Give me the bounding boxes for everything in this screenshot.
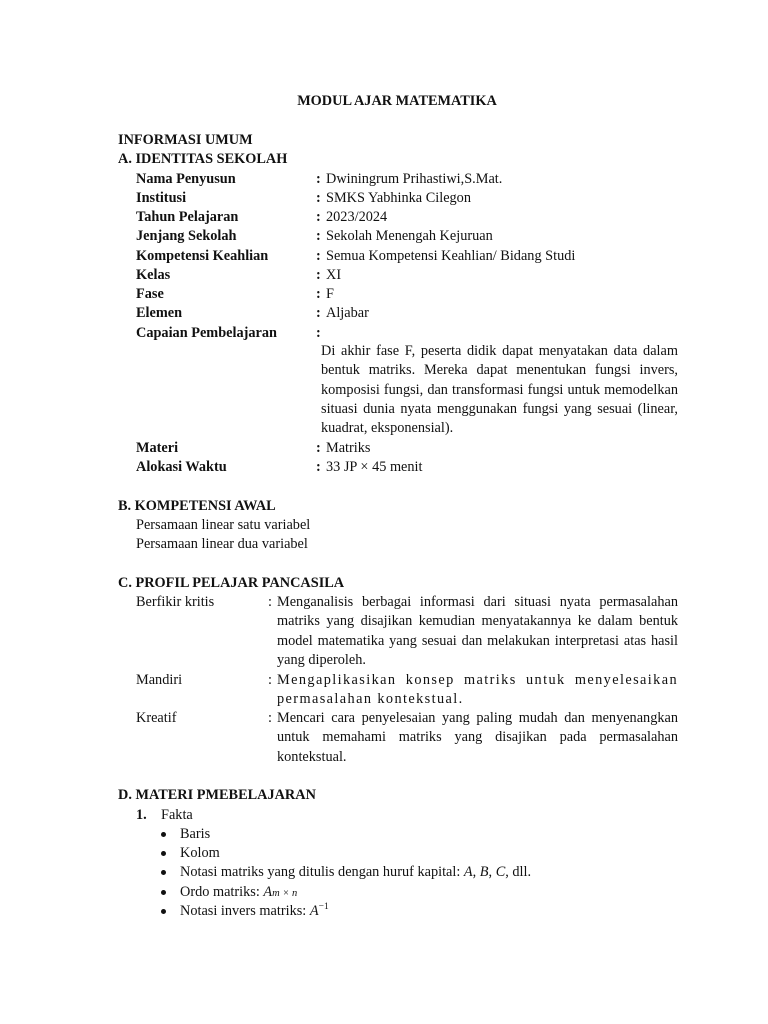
- identity-label: Materi: [136, 440, 179, 456]
- identity-colon: :: [316, 248, 321, 264]
- fakta-item-ordo: [180, 883, 297, 903]
- identity-colon: :: [316, 267, 321, 283]
- identity-colon: :: [316, 440, 321, 456]
- identity-colon: :: [316, 209, 321, 225]
- profil-label: Kreatif: [136, 710, 177, 726]
- identity-colon: :: [316, 190, 321, 206]
- identity-colon: :: [316, 305, 321, 321]
- profil-colon: :: [268, 710, 272, 726]
- invers-symbol: A: [309, 903, 319, 919]
- invers-superscript: −1: [318, 902, 329, 913]
- bullet-icon: [161, 832, 166, 837]
- kompetensi-item: Persamaan linear satu variabel: [136, 517, 311, 533]
- materi-heading: Fakta: [161, 807, 193, 823]
- materi-number: 1.: [136, 807, 147, 823]
- identity-colon: :: [316, 286, 321, 302]
- profil-text: Mengaplikasikan konsep matriks untuk menyelesaikan permasalahan kontekstual.: [277, 672, 678, 708]
- bullet-icon: [161, 909, 166, 914]
- identity-value: Sekolah Menengah Kejuruan: [326, 228, 493, 244]
- invers-prefix: Notasi invers matriks:: [180, 903, 310, 919]
- bullet-icon: [161, 870, 166, 875]
- section-heading-d: D. MATERI PMEBELAJARAN: [118, 787, 316, 803]
- identity-label: Alokasi Waktu: [136, 459, 227, 475]
- identity-colon: :: [316, 228, 321, 244]
- notasi-separator: ,: [472, 864, 480, 880]
- profil-label: Mandiri: [136, 672, 183, 688]
- bullet-icon: [161, 890, 166, 895]
- identity-value: Dwiningrum Prihastiwi,S.Mat.: [326, 171, 503, 187]
- identity-colon: :: [316, 171, 321, 187]
- identity-label: Nama Penyusun: [136, 171, 236, 187]
- notasi-separator: ,: [488, 864, 496, 880]
- identity-label: Elemen: [136, 305, 183, 321]
- profil-text: Menganalisis berbagai informasi dari situasi nyata permasalahan matriks yang disajikan kemudian menyatakannya ke dalam bentuk model matematika yang sesuai dan melakukan interpretasi atas hasil yang diperoleh.: [277, 594, 678, 668]
- identity-label: Kompetensi Keahlian: [136, 248, 269, 264]
- page-title: MODUL AJAR MATEMATIKA: [297, 93, 497, 109]
- fakta-item-kolom: Kolom: [180, 845, 220, 861]
- section-heading-b: B. KOMPETENSI AWAL: [118, 498, 276, 514]
- identity-value: Semua Kompetensi Keahlian/ Bidang Studi: [326, 248, 576, 264]
- section-heading-general: INFORMASI UMUM: [118, 132, 253, 148]
- profil-label: Berfikir kritis: [136, 594, 215, 610]
- ordo-subscript: m × n: [272, 888, 298, 899]
- notasi-symbol-c: C: [495, 864, 506, 880]
- section-heading-c: C. PROFIL PELAJAR PANCASILA: [118, 575, 345, 591]
- identity-label: Fase: [136, 286, 164, 302]
- identity-value: Aljabar: [326, 305, 369, 321]
- identity-value: F: [326, 286, 334, 302]
- profil-text: Mencari cara penyelesaian yang paling mudah dan menyenangkan untuk memahami matriks yang disajikan pada permasalahan kontekstual.: [277, 710, 678, 765]
- identity-value: 2023/2024: [326, 209, 388, 225]
- identity-label: Capaian Pembelajaran: [136, 325, 277, 341]
- fakta-item-baris: Baris: [180, 826, 211, 842]
- notasi-prefix: Notasi matriks yang ditulis dengan huruf kapital:: [180, 864, 464, 880]
- section-heading-a: A. IDENTITAS SEKOLAH: [118, 151, 288, 167]
- notasi-symbol-a: A: [463, 864, 473, 880]
- profil-colon: :: [268, 594, 272, 610]
- identity-label: Institusi: [136, 190, 187, 206]
- notasi-suffix: , dll.: [505, 864, 532, 880]
- identity-value: XI: [326, 267, 342, 283]
- kompetensi-item: Persamaan linear dua variabel: [136, 536, 308, 552]
- identity-value: 33 JP × 45 menit: [326, 459, 423, 475]
- identity-value: SMKS Yabhinka Cilegon: [326, 190, 471, 206]
- identity-label: Jenjang Sekolah: [136, 228, 237, 244]
- identity-label: Tahun Pelajaran: [136, 209, 239, 225]
- identity-colon: :: [316, 325, 321, 341]
- fakta-item-notasi: [180, 863, 531, 882]
- identity-value: Matriks: [326, 440, 371, 456]
- notasi-symbol-b: B: [479, 864, 489, 880]
- bullet-icon: [161, 851, 166, 856]
- fakta-item-invers: [180, 902, 329, 921]
- identity-label: Kelas: [136, 267, 171, 283]
- capaian-paragraph: Di akhir fase F, peserta didik dapat menyatakan data dalam bentuk matriks. Mereka dapat menentukan fungsi invers, komposisi fungsi, dan transformasi fungsi untuk memodelkan situasi dunia nyata menggunakan fungsi yang sesuai (linear, kuadrat, eksponensial).: [321, 343, 678, 437]
- ordo-symbol: A: [263, 884, 273, 900]
- identity-colon: :: [316, 459, 321, 475]
- ordo-prefix: Ordo matriks:: [180, 884, 264, 900]
- profil-colon: :: [268, 672, 272, 688]
